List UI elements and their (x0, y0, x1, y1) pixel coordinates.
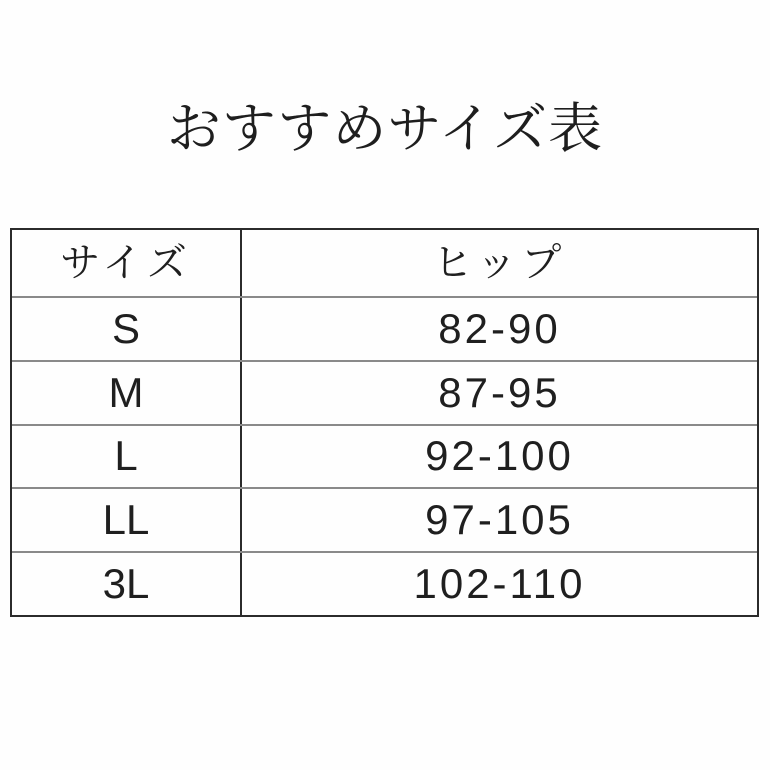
page-title: おすすめサイズ表 (166, 99, 604, 159)
table-row-l (12, 426, 757, 490)
table-row-ll (12, 489, 757, 553)
table-header-row (12, 230, 757, 298)
hip-cell: 92-100 (425, 432, 574, 480)
hip-cell: 97-105 (425, 496, 574, 544)
size-cell: LL (12, 489, 242, 551)
size-table (10, 228, 759, 617)
size-cell: S (12, 298, 242, 360)
hip-cell: 82-90 (438, 304, 561, 352)
hip-cell: 87-95 (438, 368, 561, 416)
header-cell-size: サイズ (12, 230, 242, 296)
size-cell: M (12, 362, 242, 424)
table-row-3l (12, 553, 757, 615)
size-cell: 3L (12, 553, 242, 615)
hip-cell: 102-110 (413, 560, 586, 608)
size-cell: L (12, 426, 242, 488)
header-cell-hip: ヒップ (432, 241, 567, 285)
table-row-m (12, 362, 757, 426)
table-row-s (12, 298, 757, 362)
